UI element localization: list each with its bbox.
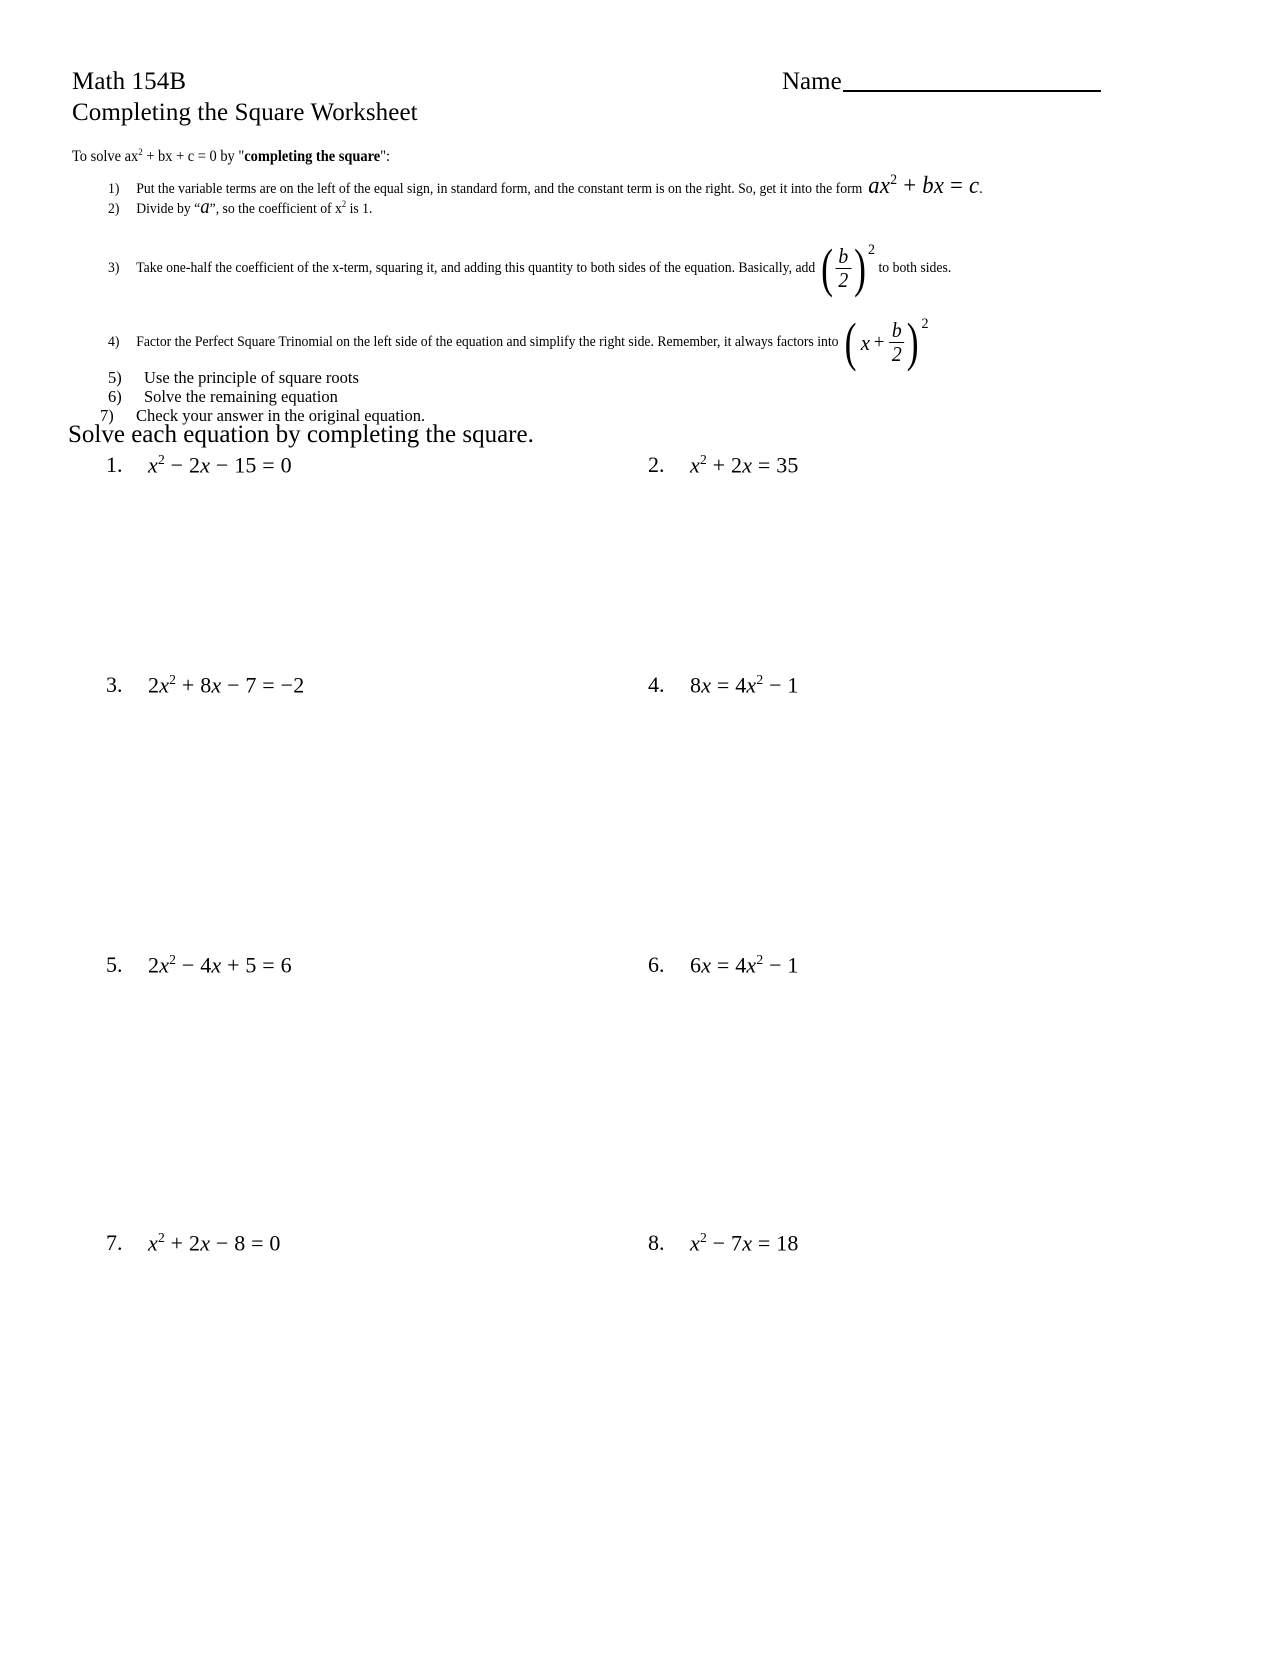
step-1-trailing: . [979,181,983,197]
intro-suffix: ": [380,148,391,166]
fraction-b-over-2 [887,320,906,365]
step-2-variable: a [200,196,210,218]
problem-2-equation: $x^2 + 2x = 35$ [690,452,799,478]
title-block [72,66,712,128]
problem-8-equation: $x^2 - 7x = 18$ [690,1230,799,1256]
problem-3-number: 3. [106,672,123,698]
page-title: Completing the Square Worksheet [72,99,418,126]
step-1-number: 1) [108,181,120,197]
step-2-number: 2) [108,201,120,217]
step-2 [108,196,372,219]
problem-4-number: 4. [648,672,665,698]
step-4-text: Factor the Perfect Square Trinomial on the left side of the equation and simplify the right side. Remember, it always factors into [136,334,839,350]
right-paren: ) [907,312,919,373]
right-paren: ) [853,238,866,299]
name-input-blank[interactable] [843,90,1101,92]
step-3-text: Take one-half the coefficient of the x-term, squaring it, and adding this quantity to both sides of the equation. Basically, add [136,260,816,276]
step-3 [108,238,952,299]
problem-5-number: 5. [106,952,123,978]
formula-operator: + [873,331,885,353]
solve-instruction-heading: Solve each equation by completing the square. [68,421,534,448]
step-7-number: 7) [100,406,114,425]
intro-prefix: To solve ax [72,148,139,166]
step-6 [108,387,338,407]
step-2-pre: Divide by “ [136,201,201,217]
formula-exponent: 2 [921,316,929,332]
student-work-area[interactable] [0,470,1280,1650]
intro-bold-phrase: completing the square [244,148,381,166]
step-5-text: Use the principle of square roots [144,368,359,387]
intro-line [72,143,390,166]
step-2-tail: is 1. [346,201,373,217]
fraction-denominator: 2 [889,342,905,365]
left-paren: ( [821,238,834,299]
problem-2-number: 2. [648,452,665,478]
worksheet-header [72,66,1212,128]
step-3-tail: to both sides. [878,260,952,276]
problem-3-equation: $2x^2 + 8x - 7 = -2$ [148,672,305,698]
fraction-b-over-2 [834,246,853,291]
formula-exponent: 2 [868,242,876,258]
left-paren: ( [844,312,857,373]
step-2-text [136,196,372,219]
fraction-numerator: b [891,318,902,342]
step-2-post: ”, so the coefficient of x [209,201,342,217]
intro-exponent: 2 [138,147,143,158]
course-title: Math 154B [72,68,187,95]
name-field-group [782,66,1101,97]
step-3-formula [815,238,878,299]
fraction-denominator: 2 [836,268,852,291]
problem-6-equation: $6x = 4x^2 - 1$ [690,952,799,978]
problem-8-number: 8. [648,1230,665,1256]
problem-5-equation: $2x^2 - 4x + 5 = 6$ [148,952,292,978]
problem-1-number: 1. [106,452,123,478]
step-4-formula [839,312,929,373]
formula-lead-variable: x [860,329,870,355]
step-1-text: Put the variable terms are on the left of the equal sign, in standard form, and the constant term is on the right. So, get it into the form [136,181,863,197]
step-5 [108,368,359,388]
fraction-numerator: b [838,244,849,268]
step-6-number: 6) [108,387,122,406]
step-3-number: 3) [108,260,120,276]
step-7-text: Check your answer in the original equation. [136,406,426,425]
intro-middle: + bx + c = 0 by " [142,148,245,166]
step-2-exponent: 2 [341,199,347,210]
problem-1-equation: $x^2 - 2x - 15 = 0$ [148,452,292,478]
name-label: Name [782,68,842,95]
step-4-number: 4) [108,334,120,350]
step-4 [108,312,929,373]
problem-7-equation: $x^2 + 2x - 8 = 0$ [148,1230,281,1256]
problem-6-number: 6. [648,952,665,978]
step-1-formula: $ax^2$ + bx = c [868,172,980,199]
problem-4-equation: $8x = 4x^2 - 1$ [690,672,799,698]
problem-7-number: 7. [106,1230,123,1256]
step-6-text: Solve the remaining equation [144,387,338,406]
step-5-number: 5) [108,368,122,387]
